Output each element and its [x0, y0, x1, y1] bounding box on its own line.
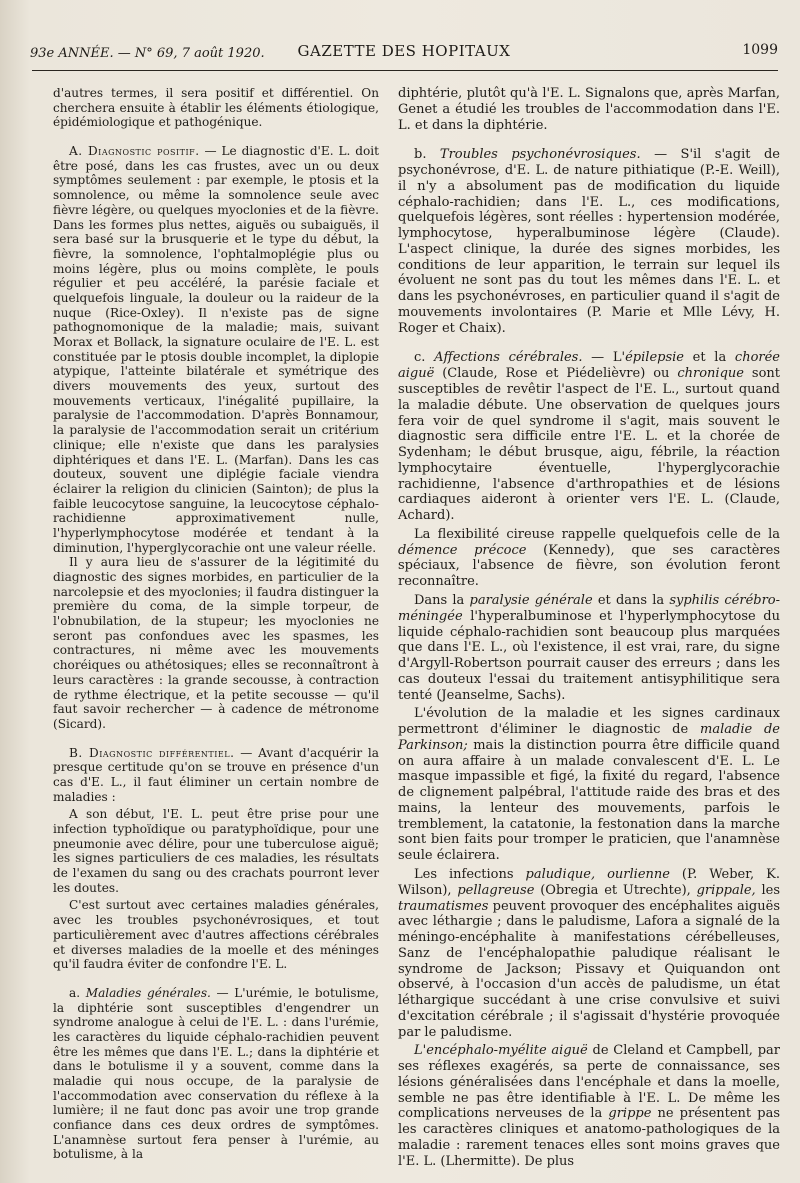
left-column: [53, 86, 379, 1162]
issue-line: 93e ANNÉE. — N° 69, 7 août 1920.: [30, 46, 265, 61]
paragraph: d'autres termes, il sera positif et différentiel. On cherchera ensuite à établir les éléments étiologique, épidémiologique et pathogénique.: [53, 86, 379, 130]
paragraph: C'est surtout avec certaines maladies générales, avec les troubles psychonévrosiques, et tout particulièrement avec d'autres affections cérébrales et diverses maladies de la moelle et des méninges qu'il faudra éviter de confondre l'E. L.: [53, 898, 379, 972]
paragraph: B. Diagnostic différentiel. — Avant d'acquérir la presque certitude qu'on se trouve en présence d'un cas d'E. L., il faut éliminer un certain nombre de maladies :: [53, 745, 379, 804]
header-rule: [32, 70, 778, 71]
paragraph: diphtérie, plutôt qu'à l'E. L. Signalons que, après Marfan, Genet a étudié les troubles de l'accommodation dans l'E. L. et dans la diphtérie.: [398, 86, 780, 133]
paragraph: Les infections paludique, ourlienne (P. Weber, K. Wilson), pellagreuse (Obregia et Utrechte), grippale, les traumatismes peuvent provoquer des encéphalites aiguës avec léthargie ; dans le paludisme, Lafora a signalé de la méningo-encéphalite à manifestations cérébelleuses, Sanz de l'encéphalopathie paludique réalisant le syndrome de Jackson; Pissavy et Quiquandon ont observé, à l'occasion d'un accès de paludisme, un état léthargique succédant à une crise convulsive et suivi d'excitation cérébrale ; il s'agissait d'hystérie provoquée par le paludisme.: [398, 866, 781, 1040]
subsection-heading: Maladies générales.: [85, 985, 211, 1000]
section-heading: A. Diagnostic positif.: [69, 144, 200, 159]
page-number: 1099: [742, 42, 778, 58]
paragraph: L'évolution de la maladie et les signes cardinaux permettront d'éliminer le diagnostic de maladie de Parkinson; mais la distinction pourra être difficile quand on aura affaire à un malade convalescent d'E. L. Le masque impassible et figé, la fixité du regard, l'absence de clignement palpébral, l'attitude raide des bras et des mains, la lenteur des mouvements, parfois le tremblement, la catatonie, la festonation dans la marche sont bien faits pour tromper le praticien, que l'anamnèse seule éclairera.: [398, 706, 780, 864]
paragraph: L'encéphalo-myélite aiguë de Cleland et Campbell, par ses réflexes exagérés, sa perte de connaissance, ses lésions généralisées dans l'encéphale et dans la moelle, semble ne pas être identifiable à l'E. L. De même les complications nerveuses de la grippe ne présentent pas les caractères cliniques et anatomo-pathologiques de la maladie : rarement tenaces elles sont moins graves que l'E. L. (Lhermitte). De plus: [398, 1043, 780, 1169]
paragraph: A son début, l'E. L. peut être prise pour une infection typhoïdique ou paratyphoïdique, pour une pneumonie avec délire, pour une tuberculose aiguë; les signes particuliers de ces maladies, les résultats de l'examen du sang ou des crachats pourront lever les doutes.: [53, 807, 379, 895]
paragraph: Il y aura lieu de s'assurer de la légitimité du diagnostic des signes morbides, en particulier de la narcolepsie et des myoclonies; il faudra distinguer la première du coma, de la simple torpeur, de l'obnubilation, de la stupeur; les myoclonies ne seront pas confondues avec les spasmes, les contractures, ni même avec les mouvements choréiques ou athétosiques; elles se reconnaîtront à leurs caractères : la grande secousse, à contraction de rythme électrique, et la petite secousse — qu'il faut savoir rechercher — à cadence de métronome (Sicard).: [53, 555, 379, 731]
paragraph: c. Affections cérébrales. — L'épilepsie et la chorée aiguë (Claude, Rose et Piédelièvre) ou chronique sont susceptibles de revêtir l'aspect de l'E. L., surtout quand la maladie débute. Une observation de quelques jours fera voir de quel syndrome il s'agit, mais souvent le diagnostic sera difficile entre l'E. L. et la chorée de Sydenham; le début brusque, aigu, fébrile, la réaction lymphocytaire éventuelle, l'hyperglycorachie rachidienne, l'absence d'arthropathies et de lésions cardiaques aideront à orienter vers l'E. L. (Claude, Achard).: [398, 350, 781, 524]
paragraph: A. Diagnostic positif. — Le diagnostic d'E. L. doit être posé, dans les cas frustes, avec un ou deux symptômes seulement : par exemple, le ptosis et la somnolence, ou même la somnolence seule avec fièvre légère, ou quelques myoclonies et de la fièvre. Dans les formes plus nettes, aiguës ou subaiguës, il sera basé sur la brusquerie et le type du début, la fièvre, la somnolence, l'ophtalmoplégie plus ou moins légère, plus ou moins complète, le pouls régulier et peu accéléré, la parésie faciale et quelquefois linguale, la douleur ou la raideur de la nuque (Rice-Oxley). Il n'existe pas de signe pathognomonique de la maladie; mais, suivant Morax et Bollack, la signature oculaire de l'E. L. est constituée par le ptosis double incomplet, la diplopie atypique, l'atteinte bilatérale et symétrique des divers mouvements des yeux, surtout des mouvements verticaux, l'inégalité pupillaire, la paralysie de l'accommodation. D'après Bonnamour, la paralysie de l'accommodation serait un critérium clinique; elle n'existe que dans les paralysies diphtériques et dans l'E. L. (Marfan). Dans les cas douteux, souvent une diplégie faciale viendra éclairer la religion du clinicien (Sainton); de plus la faible leucocytose sanguine, la leucocytose céphalo-rachidienne approximativement nulle, l'hyperlymphocytose modérée et tendant à la diminution, l'hyperglycorachie ont une valeur réelle.: [53, 144, 379, 555]
paragraph: b. Troubles psychonévrosiques. — S'il s'agit de psychonévrose, d'E. L. de nature pithiatique (P.-E. Weill), il n'y a absolument pas de modification du liquide céphalo-rachidien; dans l'E. L., ces modifications, quelquefois légères, sont réelles : hypertension modérée, lymphocytose, hyperalbuminose légère (Claude). L'aspect clinique, la durée des signes morbides, les conditions de leur apparition, le terrain sur lequel ils évoluent ne sont pas du tout les mêmes dans l'E. L. et dans les psychonévroses, en particulier quand il s'agit de mouvements involontaires (P. Marie et Mlle Lévy, H. Roger et Chaix).: [398, 147, 780, 336]
subsection-heading: Affections cérébrales.: [434, 350, 583, 366]
paragraph: La flexibilité cireuse rappelle quelquefois celle de la démence précoce (Kennedy), que ses caractères spéciaux, l'absence de fièvre, son évolution feront reconnaître.: [398, 526, 781, 590]
journal-title: GAZETTE DES HOPITAUX: [297, 42, 511, 60]
paragraph: Dans la paralysie générale et dans la syphilis cérébro-méningée l'hyperalbuminose et l'hyperlymphocytose du liquide céphalo-rachidien sont beaucoup plus marquées que dans l'E. L., où l'existence, il est vrai, rare, du signe d'Argyll-Robertson pourrait causer des erreurs ; dans les cas douteux l'essai du traitement antisyphilitique sera tenté (Jeanselme, Sachs).: [398, 592, 781, 703]
paragraph: a. Maladies générales. — L'urémie, le botulisme, la diphtérie sont susceptibles d'engendrer un syndrome analogue à celui de l'E. L. : dans l'urémie, les caractères du liquide céphalo-rachidien peuvent être les mêmes que dans l'E. L.; dans la diphtérie et dans le botulisme il y a souvent, comme dans la maladie qui nous occupe, de la paralysie de l'accommodation avec conservation du réflexe à la lumière; il ne faut donc pas avoir une trop grande confiance dans ces deux ordres de symptômes. L'anamnèse surtout fera penser à l'urémie, au botulisme, à la: [53, 985, 379, 1162]
section-heading: B. Diagnostic différentiel.: [69, 745, 235, 760]
right-column: [398, 86, 780, 1170]
page-header: [30, 40, 778, 64]
subsection-heading: Troubles psychonévrosiques.: [439, 147, 641, 163]
